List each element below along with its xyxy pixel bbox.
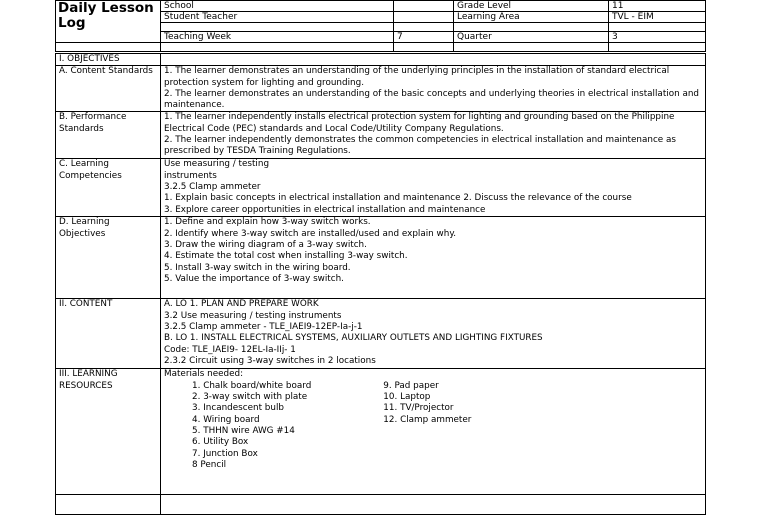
learning-objectives-cell[interactable] (161, 217, 706, 299)
quarter-value[interactable]: 3 (609, 32, 706, 43)
content-line: 3.2.5 Clamp ammeter - TLE_IAEI9-12EP-Ia-j-1 (164, 322, 363, 333)
content-line: A. LO 1. PLAN AND PREPARE WORK (164, 299, 319, 310)
student-teacher-value[interactable] (394, 12, 454, 23)
blank-cell (609, 23, 706, 32)
blank-cell (454, 23, 609, 32)
content-line: 2.3.2 Circuit using 3-way switches in 2 locations (164, 355, 376, 366)
materials-list (164, 381, 702, 471)
learning-resources-cell[interactable] (161, 369, 706, 495)
performance-standards-cell[interactable] (161, 112, 706, 159)
content-standards-label: A. Content Standards (56, 66, 161, 112)
content-label: II. CONTENT (56, 299, 161, 369)
grade-level-value[interactable]: 11 (609, 1, 706, 12)
material-item: 4. Wiring board (192, 414, 260, 425)
blank-cell (609, 43, 706, 52)
competency-line: instruments (164, 170, 217, 181)
blank-cell (161, 43, 394, 52)
materials-column-right (383, 381, 471, 471)
content-line: B. LO 1. INSTALL ELECTRICAL SYSTEMS, AUXILIARY OUTLETS AND LIGHTING FIXTURES (164, 333, 543, 344)
student-teacher-label: Student Teacher (161, 12, 394, 23)
materials-heading: Materials needed: (164, 369, 244, 380)
material-item: 12. Clamp ammeter (383, 414, 472, 425)
blank-cell (161, 54, 706, 66)
performance-standard-1: 1. The learner independently installs electrical protection system for lighting and grounding based on the Philippine Electrical Code (PEC) standards and Local Code/Utility Company Regulations. (164, 112, 675, 134)
content-standard-2: 2. The learner demonstrates an understanding of the basic concepts and underlying theories in electrical installation and maintenance. (164, 88, 700, 111)
material-item: 2. 3-way switch with plate (192, 392, 308, 403)
materials-column-left (192, 381, 311, 471)
competency-line: 3.2.5 Clamp ammeter (164, 182, 261, 193)
school-value[interactable] (394, 1, 454, 12)
performance-standards-label: B. Performance Standards (56, 112, 161, 159)
header-table (55, 0, 706, 52)
learning-competencies-label: C. Learning Competencies (56, 159, 161, 217)
content-cell[interactable] (161, 299, 706, 369)
blank-cell (161, 495, 706, 515)
objective-line: 1. Define and explain how 3-way switch works. (164, 217, 371, 228)
material-item: 11. TV/Projector (383, 403, 454, 414)
learning-resources-label: III. LEARNING RESOURCES (56, 369, 161, 495)
grade-level-label: Grade Level (454, 1, 609, 12)
objective-line: 3. Draw the wiring diagram of a 3-way switch. (164, 240, 367, 251)
teaching-week-label: Teaching Week (161, 32, 394, 43)
learning-objectives-label: D. Learning Objectives (56, 217, 161, 299)
material-item: 5. THHN wire AWG #14 (192, 425, 295, 436)
blank-cell (56, 43, 161, 52)
competency-line: Use measuring / testing (164, 159, 270, 170)
blank-cell (394, 23, 454, 32)
material-item: 3. Incandescent bulb (192, 403, 284, 414)
teaching-week-value[interactable]: 7 (394, 32, 454, 43)
material-item: 6. Utility Box (192, 437, 249, 448)
objective-line: 4. Estimate the total cost when installing 3-way switch. (164, 251, 408, 262)
competency-line: 3. Explore career opportunities in electrical installation and maintenance (164, 204, 486, 215)
objective-line: 5. Install 3-way switch in the wiring board. (164, 262, 351, 273)
learning-competencies-cell[interactable] (161, 159, 706, 217)
blank-cell (454, 43, 609, 52)
material-item: 1. Chalk board/white board (192, 380, 312, 391)
material-item: 8 Pencil (192, 459, 227, 470)
learning-area-label: Learning Area (454, 12, 609, 23)
objectives-heading: I. OBJECTIVES (56, 54, 161, 66)
blank-cell (56, 495, 161, 515)
objective-line: 2. Identify where 3-way switch are installed/used and explain why. (164, 228, 457, 239)
competency-line: 1. Explain basic concepts in electrical installation and maintenance 2. Discuss the relevance of the course (164, 193, 632, 204)
blank-cell (394, 43, 454, 52)
objective-line: 5. Value the importance of 3-way switch. (164, 273, 344, 284)
content-standard-1: 1. The learner demonstrates an understanding of the underlying principles in the installation of standard electrical protection system for lighting and grounding. (164, 66, 670, 88)
content-standards-cell[interactable] (161, 66, 706, 112)
material-item: 10. Laptop (383, 392, 431, 403)
material-item: 7. Junction Box (192, 448, 258, 459)
document-title: Daily Lesson Log (56, 1, 161, 43)
material-item: 9. Pad paper (383, 380, 439, 391)
content-line: 3.2 Use measuring / testing instruments (164, 310, 342, 321)
learning-area-value[interactable]: TVL - EIM (609, 12, 706, 23)
school-label: School (161, 1, 394, 12)
quarter-label: Quarter (454, 32, 609, 43)
content-line: Code: TLE_IAEI9- 12EL-Ia-IIj- 1 (164, 344, 296, 355)
performance-standard-2: 2. The learner independently demonstrates the common competencies in electrical installation and maintenance as prescribed by TESDA Training Regulations. (164, 135, 676, 157)
blank-cell (161, 23, 394, 32)
lesson-body-table (55, 53, 706, 515)
